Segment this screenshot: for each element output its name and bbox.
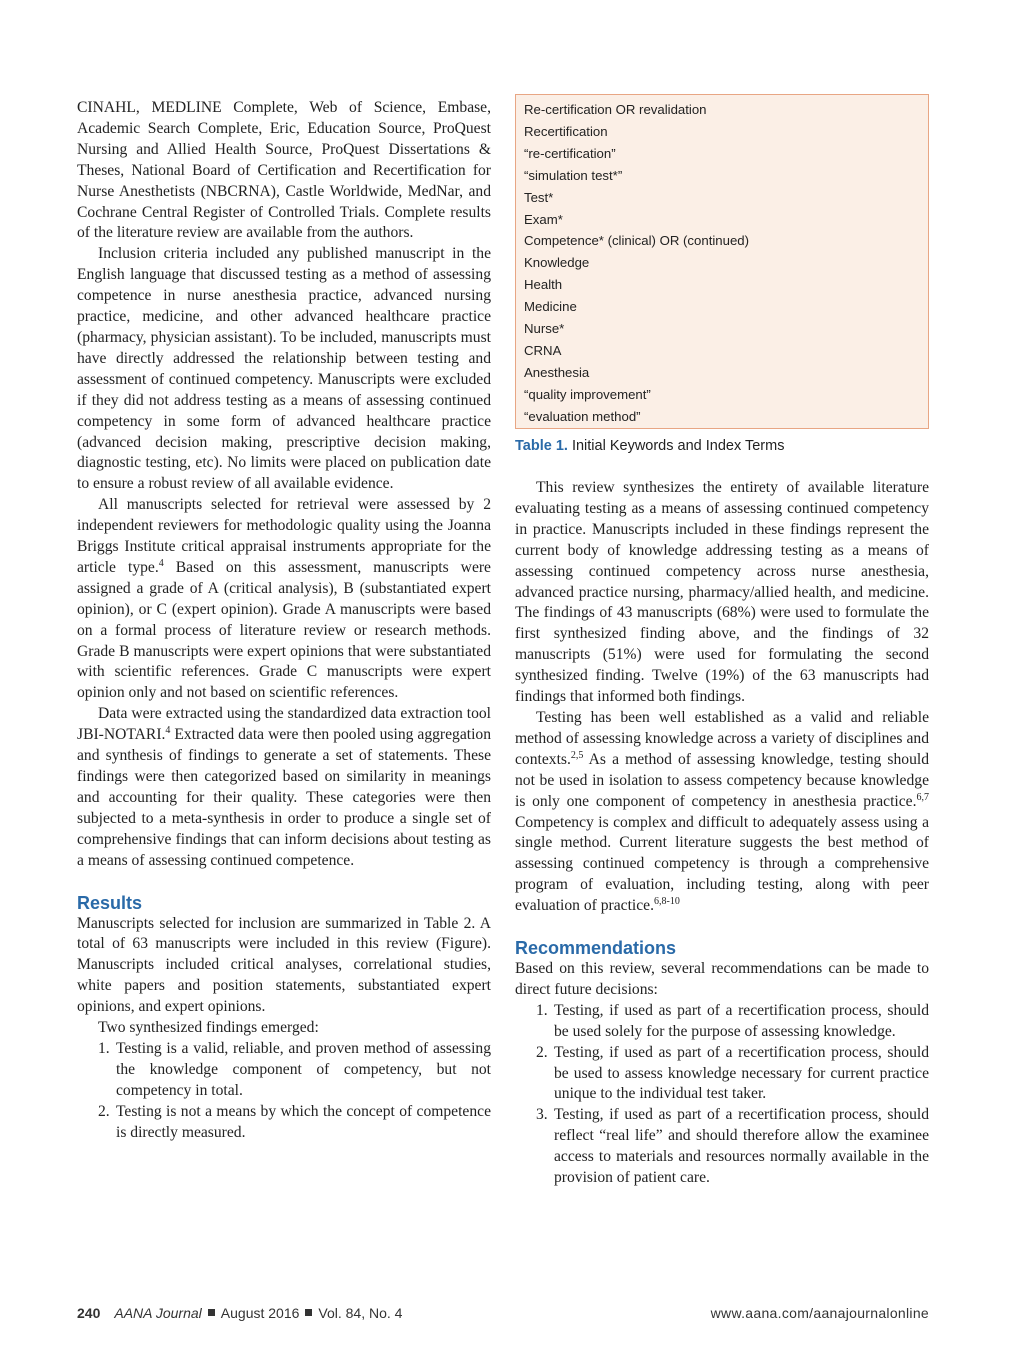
- paragraph-testing-part1: Testing has been well established as a valid and reliable method of assessing knowledge across a variety of disciplines and contexts.: [515, 708, 929, 768]
- issue-date: August 2016: [220, 1305, 300, 1321]
- keyword-row: Medicine: [524, 299, 577, 315]
- paragraph-testing-established: [515, 708, 929, 917]
- paragraph-appraisal-part1: All manuscripts selected for retrieval were assessed by 2 independent reviewers for methodologic quality using the Joanna Briggs Institute critical appraisal instruments appropriate for the article type.: [77, 496, 491, 576]
- keyword-row: Nurse*: [524, 321, 565, 337]
- page-footer: [77, 1305, 929, 1325]
- paragraph-extraction-part1: Data were extracted using the standardized data extraction tool JBI-NOTARI.: [77, 705, 491, 744]
- keyword-row: Recertification: [524, 123, 608, 139]
- journal-name: AANA Journal: [114, 1305, 202, 1321]
- recommendation-number: 3.: [536, 1106, 548, 1124]
- keyword-row: Exam*: [524, 211, 563, 227]
- paragraph-testing-part3: Competency is complex and difficult to adequately assess using a single method. Current literature suggests the best method of assessing continued competency is through a comprehensive program of evaluation, including testing, along with peer evaluation of practice.: [515, 813, 929, 915]
- keyword-row: Knowledge: [524, 255, 590, 271]
- table-caption-text: Initial Keywords and Index Terms: [567, 438, 785, 454]
- journal-url: www.aana.com/aanajournalonline: [710, 1305, 929, 1321]
- paragraph-inclusion-criteria: Inclusion criteria included any published manuscript in the English language that discussed testing as a method of assessing competence in nurse anesthesia practice, advanced nursing practice, medicine, and other advanced healthcare practice (pharmacy, physician assistant). To be included, manuscripts must have directly addressed the relationship between testing and assessment of continued competency. Manuscripts were excluded if they did not address testing as a means of assessing continued competency in some form of advanced healthcare practice (advanced decision making, prescriptive decision making, diagnostic testing, etc). No limits were placed on publication date to ensure a robust review of all available evidence.: [77, 245, 491, 493]
- finding-item: [77, 1039, 491, 1102]
- findings-list: [77, 1039, 491, 1144]
- finding-number: 2.: [98, 1102, 110, 1120]
- results-heading: Results: [77, 892, 143, 913]
- reference-superscript: 6,7: [916, 791, 929, 803]
- paragraph-extraction-part2: Extracted data were then pooled using aggregation and synthesis of findings to generate a set of statements. These findings were then categorized based on similarity in meanings and accounting for their quality. These categories were then subjected to a meta-synthesis in order to produce a single set of comprehensive findings that can inform decisions about testing as a means of assessing continued competence.: [77, 726, 491, 869]
- paragraph-appraisal-part2: Based on this assessment, manuscripts were assigned a grade of A (critical analysis), B (substantiated expert opinion), or C (expert opinion). Grade A manuscripts were based on a formal process of literature review or research methods. Grade B manuscripts were expert opinions that were substantiated with scientific references. Grade C manuscripts were expert opinion only and not based on scientific references.: [77, 558, 491, 702]
- recommendation-item: [515, 1105, 929, 1189]
- table-caption-label: Table 1.: [515, 438, 568, 454]
- recommendation-number: 2.: [536, 1043, 548, 1061]
- keyword-row: “re-certification”: [524, 145, 616, 161]
- keyword-row: “evaluation method”: [524, 408, 641, 424]
- left-column: [77, 98, 491, 1144]
- paragraph-review-synthesis: This review synthesizes the entirety of available literature evaluating testing as a means of assessing continued competency in practice. Manuscripts included in these findings represent the current body of knowledge addressing testing as a means of assessing continued competency across nurse anesthesia, advanced practice nursing, pharmacy/allied health, and medicine. The findings of 43 manuscripts (68%) were used to formulate the first synthesized finding above, and the findings of 32 manuscripts (51%) were used for formulating the second synthesized finding. Twelve (19%) of the 63 manuscripts had findings that informed both findings.: [515, 479, 929, 706]
- paragraph-data-extraction: [77, 704, 491, 871]
- paragraph-results: Manuscripts selected for inclusion are summarized in Table 2. A total of 63 manuscripts were included in this review (Figure). Manuscripts included critical analyses, correlational studies, white papers and position statements, substantiated expert opinions, and expert opinions.: [77, 914, 491, 1016]
- finding-number: 1.: [98, 1039, 110, 1057]
- footer-citation: [77, 1305, 402, 1321]
- keyword-row: “quality improvement”: [524, 386, 651, 402]
- recommendations-heading: Recommendations: [515, 938, 677, 959]
- volume-number: Vol. 84, No. 4: [318, 1305, 403, 1321]
- keyword-row: Re-certification OR revalidation: [524, 102, 707, 117]
- finding-item: [77, 1102, 491, 1144]
- recommendation-number: 1.: [536, 1001, 548, 1019]
- reference-superscript: 4: [165, 725, 171, 736]
- keyword-row: Test*: [524, 189, 554, 205]
- paragraph-recommendations-intro: Based on this review, several recommendations can be made to direct future decisions:: [515, 960, 929, 998]
- paragraph-testing-part2: As a method of assessing knowledge, testing should not be used in isolation to assess competency because knowledge is only one component of competency in anesthesia practice.: [515, 750, 929, 810]
- table-caption: [515, 437, 784, 455]
- page-number: 240: [77, 1305, 101, 1321]
- finding-text: Testing is a valid, reliable, and proven method of assessing the knowledge component of competency, but not competency in total.: [116, 1039, 491, 1099]
- keyword-row: “simulation test*”: [524, 167, 623, 183]
- square-bullet-icon: [208, 1309, 215, 1316]
- recommendation-item: [515, 1043, 929, 1106]
- paragraph-findings-intro: Two synthesized findings emerged:: [98, 1019, 319, 1037]
- keyword-row: Anesthesia: [524, 364, 590, 380]
- recommendation-text: Testing, if used as part of a recertification process, should be used to assess knowledge necessary for current practice unique to the individual test taker.: [554, 1043, 929, 1103]
- recommendation-text: Testing, if used as part of a recertification process, should be used solely for the purpose of assessing knowledge.: [554, 1001, 929, 1040]
- recommendation-item: [515, 1001, 929, 1043]
- recommendation-text: Testing, if used as part of a recertification process, should reflect “real life” and should therefore allow the examinee access to materials and resources normally available in the provision of patient care.: [554, 1106, 929, 1187]
- reference-superscript: 4: [158, 557, 164, 569]
- keywords-table: [515, 94, 929, 429]
- reference-superscript: 2,5: [570, 749, 584, 761]
- keyword-row: CRNA: [524, 342, 562, 358]
- keyword-row: Competence* (clinical) OR (continued): [524, 233, 750, 249]
- finding-text: Testing is not a means by which the concept of competence is directly measured.: [116, 1102, 491, 1141]
- square-bullet-icon: [305, 1309, 312, 1316]
- right-column: [515, 478, 929, 1189]
- keyword-row: Health: [524, 277, 563, 293]
- paragraph-databases: CINAHL, MEDLINE Complete, Web of Science, Embase, Academic Search Complete, Eric, Education Source, ProQuest Nursing and Allied Health Source, ProQuest Dissertations & Theses, National Board of Certification and Recertification for Nurse Anesthetists (NBCRNA), Castle Worldwide, MedNar, and Cochrane Central Register of Controlled Trials. Complete results of the literature review are available from the authors.: [77, 99, 491, 242]
- reference-superscript: 6,8-10: [653, 895, 680, 907]
- recommendations-list: [515, 1001, 929, 1189]
- paragraph-appraisal: [77, 495, 491, 704]
